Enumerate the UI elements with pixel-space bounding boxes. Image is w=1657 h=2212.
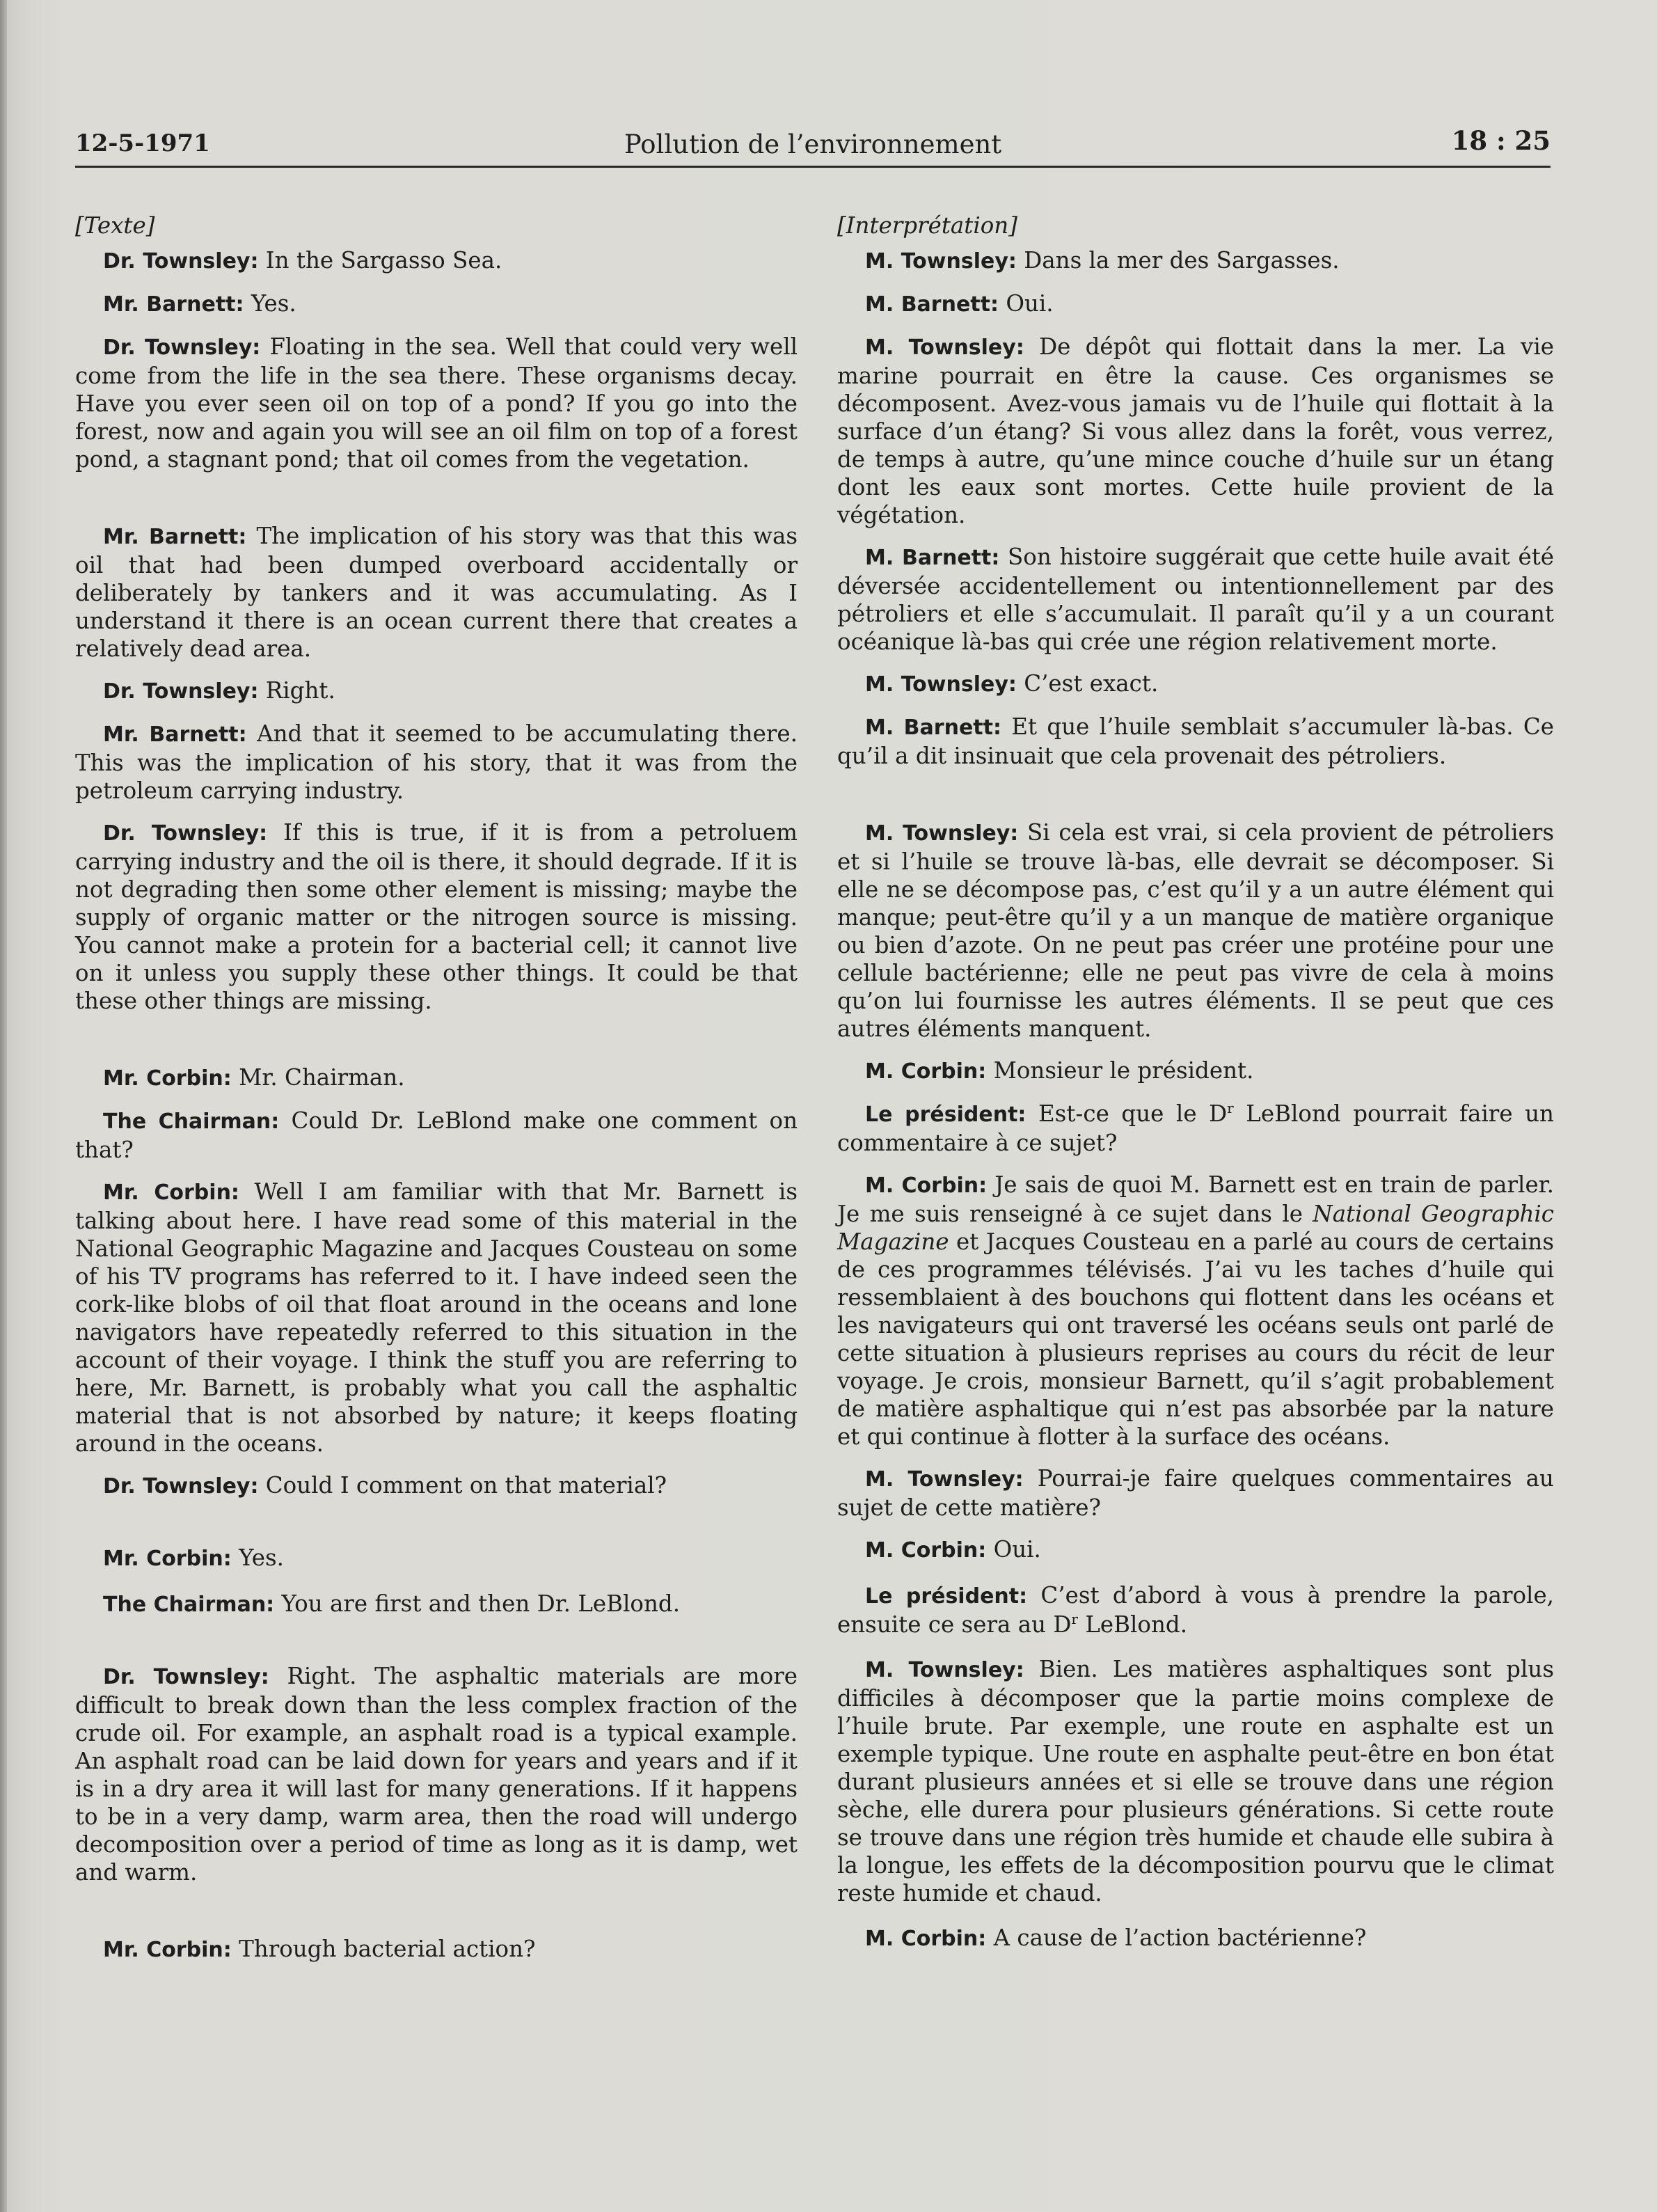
header-title: Pollution de l’environnement (624, 129, 1002, 159)
speaker-name: M. Townsley: (865, 672, 1017, 697)
column-label: [Texte] (75, 212, 155, 239)
paragraph-text: Je sais de quoi M. Barnett est en train de parler. Je me suis renseigné à ce sujet dans le (837, 1171, 1554, 1227)
paragraph-text: Monsieur le président. (986, 1057, 1254, 1084)
paragraph-text: Yes. (231, 1545, 284, 1571)
paragraph (837, 713, 1554, 770)
speaker-name: Mr. Corbin: (103, 1180, 239, 1205)
speaker-name: M. Barnett: (865, 716, 1001, 740)
italic-title: National Geographic Magazine (837, 1201, 1554, 1255)
paragraph-text: Oui. (998, 290, 1054, 317)
paragraph (837, 670, 1554, 699)
speaker-name: Le président: (865, 1103, 1026, 1127)
paragraph-text: The implication of his story was that this was oil that had been dumped overboard accidentally or deliberately by tankers and it was accumulating. As I understand it there is an ocean current there that creates a relatively dead area. (75, 523, 798, 662)
speaker-name: Le président: (865, 1584, 1028, 1609)
paragraph (75, 1107, 798, 1164)
paragraph-text: Et que l’huile semblait s’accumuler là-bas. Ce qu’il a dit insinuait que cela provenait des pétroliers. (837, 713, 1554, 769)
speaker-name: M. Barnett: (865, 546, 1000, 570)
speaker-name: Mr. Barnett: (103, 722, 247, 747)
paragraph (75, 1662, 798, 1886)
paragraph-text: A cause de l’action bactérienne? (986, 1925, 1367, 1951)
paragraph-text: Si cela est vrai, si cela provient de pétroliers et si l’huile se trouve là-bas, elle devrait se décomposer. Si elle ne se décompose pas, c’est qu’il y a un autre élément qui manque; peut-être qu’il y a un manque de matière organique ou bien d’azote. On ne peut pas créer une protéine pour une cellule bactérienne; elle ne peut pas vivre de cela à moins qu’on lui fournisse les autres éléments. Il se peut que ces autres éléments manquent. (837, 819, 1554, 1042)
paragraph (75, 1178, 798, 1457)
paragraph-text: C’est d’abord à vous à prendre la parole, ensuite ce sera au D (837, 1582, 1555, 1638)
paragraph (837, 246, 1554, 276)
speaker-name: M. Corbin: (865, 1927, 987, 1951)
speaker-name: M. Townsley: (865, 249, 1017, 274)
speaker-name: Dr. Townsley: (103, 335, 261, 360)
french-column (837, 212, 1554, 1953)
paragraph (75, 1064, 798, 1093)
paragraph-text: Oui. (986, 1536, 1041, 1563)
speaker-name: M. Townsley: (865, 1658, 1024, 1682)
column-label: [Interprétation] (837, 212, 1017, 239)
speaker-name: Mr. Barnett: (103, 292, 244, 317)
speaker-name: M. Townsley: (865, 1467, 1024, 1492)
paragraph (75, 1471, 798, 1501)
paragraph (837, 1057, 1554, 1086)
speaker-name: Dr. Townsley: (103, 1665, 269, 1689)
paragraph-text: Could Dr. LeBlond make one comment on that? (75, 1107, 798, 1163)
paragraph-text: Well I am familiar with that Mr. Barnett is talking about here. I have read some of this material in the National Geographic Magazine and Jacques Cousteau on some of his TV programs has referred to it. I have indeed seen the cork-like blobs of oil that float around in the oceans and lone navigators have repeatedly referred to this situation in the account of their voyage. I think the stuff you are referring to here, Mr. Barnett, is probably what you call the asphaltic material that is not absorbed by nature; it keeps floating around in the oceans. (75, 1178, 798, 1457)
paragraph (75, 246, 798, 276)
superscript: r (1071, 1611, 1078, 1628)
paragraph (837, 1535, 1554, 1565)
speaker-name: Dr. Townsley: (103, 679, 259, 704)
speaker-name: The Chairman: (103, 1593, 275, 1617)
paragraph (75, 522, 798, 663)
paragraph (75, 1590, 798, 1619)
speaker-name: M. Corbin: (865, 1059, 987, 1084)
paragraph-text: De dépôt qui flottait dans la mer. La vie marine pourrait en être la cause. Ces organismes se décomposent. Avez-vous jamais vu de l’huile qui flottait à la surface d’un étang? Si vous allez dans la forêt, vous verrez, de temps à autre, qu’une mince couche d’huile sur un étang dont les eaux sont mortes. Cette huile provient de la végétation. (837, 333, 1555, 528)
paragraph (837, 333, 1554, 529)
speaker-name: Mr. Corbin: (103, 1547, 232, 1571)
speaker-name: M. Townsley: (865, 335, 1024, 360)
paragraph-text: You are first and then Dr. LeBlond. (274, 1590, 681, 1617)
paragraph-text: C’est exact. (1016, 670, 1159, 697)
paragraph-text: Mr. Chairman. (231, 1064, 405, 1091)
paragraph (837, 819, 1554, 1043)
paragraph (75, 677, 798, 706)
page-number: 18 : 25 (1451, 125, 1551, 156)
paragraph-text: et Jacques Cousteau en a parlé au cours de certains de ces programmes télévisés. J’ai vu les taches d’huile qui ressemblaient à des bouchons qui flottent dans les océans et les navigateurs qui ont traversé les océans seuls ont parlé de cette situation à plusieurs reprises au cours du récit de leur voyage. Je crois, monsieur Barnett, qu’il s’agit probablement de matière asphaltique qui n’est pas absorbée par la nature et qui continue à flotter à la surface des océans. (837, 1229, 1554, 1450)
speaker-name: M. Corbin: (865, 1174, 988, 1198)
paragraph-text: LeBlond. (1077, 1611, 1188, 1638)
paragraph-text: Dans la mer des Sargasses. (1016, 247, 1340, 274)
speaker-name: M. Townsley: (865, 821, 1019, 846)
speaker-name: M. Barnett: (865, 292, 999, 317)
speaker-name: Dr. Townsley: (103, 249, 259, 274)
header-rule (75, 166, 1551, 168)
paragraph-text: Yes. (244, 290, 296, 317)
speaker-name: M. Corbin: (865, 1538, 987, 1563)
binding-edge (0, 0, 7, 2212)
paragraph (75, 290, 798, 319)
paragraph (75, 1935, 798, 1964)
paragraph (837, 1464, 1554, 1522)
paragraph (837, 290, 1554, 319)
paragraph (837, 1100, 1554, 1157)
speaker-name: Dr. Townsley: (103, 1474, 259, 1499)
paragraph-text: Est-ce que le D (1026, 1100, 1228, 1127)
running-header (75, 125, 1551, 167)
paragraph (837, 543, 1554, 656)
paragraph-text: Right. (258, 677, 335, 704)
paragraph-text: In the Sargasso Sea. (258, 247, 502, 274)
english-column (75, 212, 798, 1964)
paragraph (837, 1581, 1554, 1638)
paragraph-text: Bien. Les matières asphaltiques sont plus difficiles à décomposer que la partie moins complexe de l’huile brute. Par exemple, une route en asphalte est un exemple typique. Une route en asphalte peut-être en bon état durant plusieurs années et si elle se trouve dans une région sèche, elle durera pour plusieurs générations. Si cette route se trouve dans une région très humide et chaude elle subira à la longue, les effets de la décomposition pourvu que le climat reste humide et chaud. (837, 1656, 1554, 1906)
paragraph (75, 720, 798, 805)
speaker-name: Mr. Corbin: (103, 1066, 232, 1091)
speaker-name: The Chairman: (103, 1109, 280, 1134)
paragraph (75, 1544, 798, 1573)
paragraph-text: Could I comment on that material? (258, 1472, 667, 1499)
paragraph (837, 1171, 1554, 1451)
paragraph-text: Son histoire suggérait que cette huile avait été déversée accidentellement ou intentionnellement par des pétroliers et elle s’accumulait. Il paraît qu’il y a un courant océanique là-bas qui crée une région relativement morte. (837, 544, 1554, 655)
paragraph-text: Pourrai-je faire quelques commentaires au sujet de cette matière? (837, 1465, 1554, 1521)
paragraph-text: Floating in the sea. Well that could very well come from the life in the sea there. These organisms decay. Have you ever seen oil on top of a pond? If you go into the forest, now and again you will see an oil film on top of a forest pond, a stagnant pond; that oil comes from the vegetation. (75, 333, 798, 473)
superscript: r (1227, 1100, 1234, 1117)
paragraph (75, 333, 798, 473)
paragraph-text: LeBlond pourrait faire un commentaire à ce sujet? (837, 1100, 1554, 1156)
paragraph (75, 819, 798, 1015)
paragraph (837, 1655, 1554, 1907)
paragraph (837, 1924, 1554, 1953)
speaker-name: Mr. Corbin: (103, 1938, 232, 1962)
paragraph-text: And that it seemed to be accumulating there. This was the implication of his story, that it was from the petroleum carrying industry. (75, 720, 798, 804)
paragraph-text: Through bacterial action? (231, 1936, 536, 1962)
speaker-name: Dr. Townsley: (103, 821, 268, 846)
header-date: 12-5-1971 (75, 129, 210, 157)
speaker-name: Mr. Barnett: (103, 525, 247, 549)
paragraph-text: If this is true, if it is from a petroluem carrying industry and the oil is there, it should degrade. If it is not degrading then some other element is missing; maybe the supply of organic matter or the nitrogen source is missing. You cannot make a protein for a bacterial cell; it cannot live on it unless you supply these other things. It could be that these other things are missing. (75, 819, 798, 1014)
paragraph-text: Right. The asphaltic materials are more difficult to break down than the less complex fraction of the crude oil. For example, an asphalt road is a typical example. An asphalt road can be laid down for years and years and if it is in a dry area it will last for many generations. If it happens to be in a very damp, warm area, then the road will undergo decomposition over a period of time as long as it is damp, wet and warm. (75, 1663, 798, 1886)
